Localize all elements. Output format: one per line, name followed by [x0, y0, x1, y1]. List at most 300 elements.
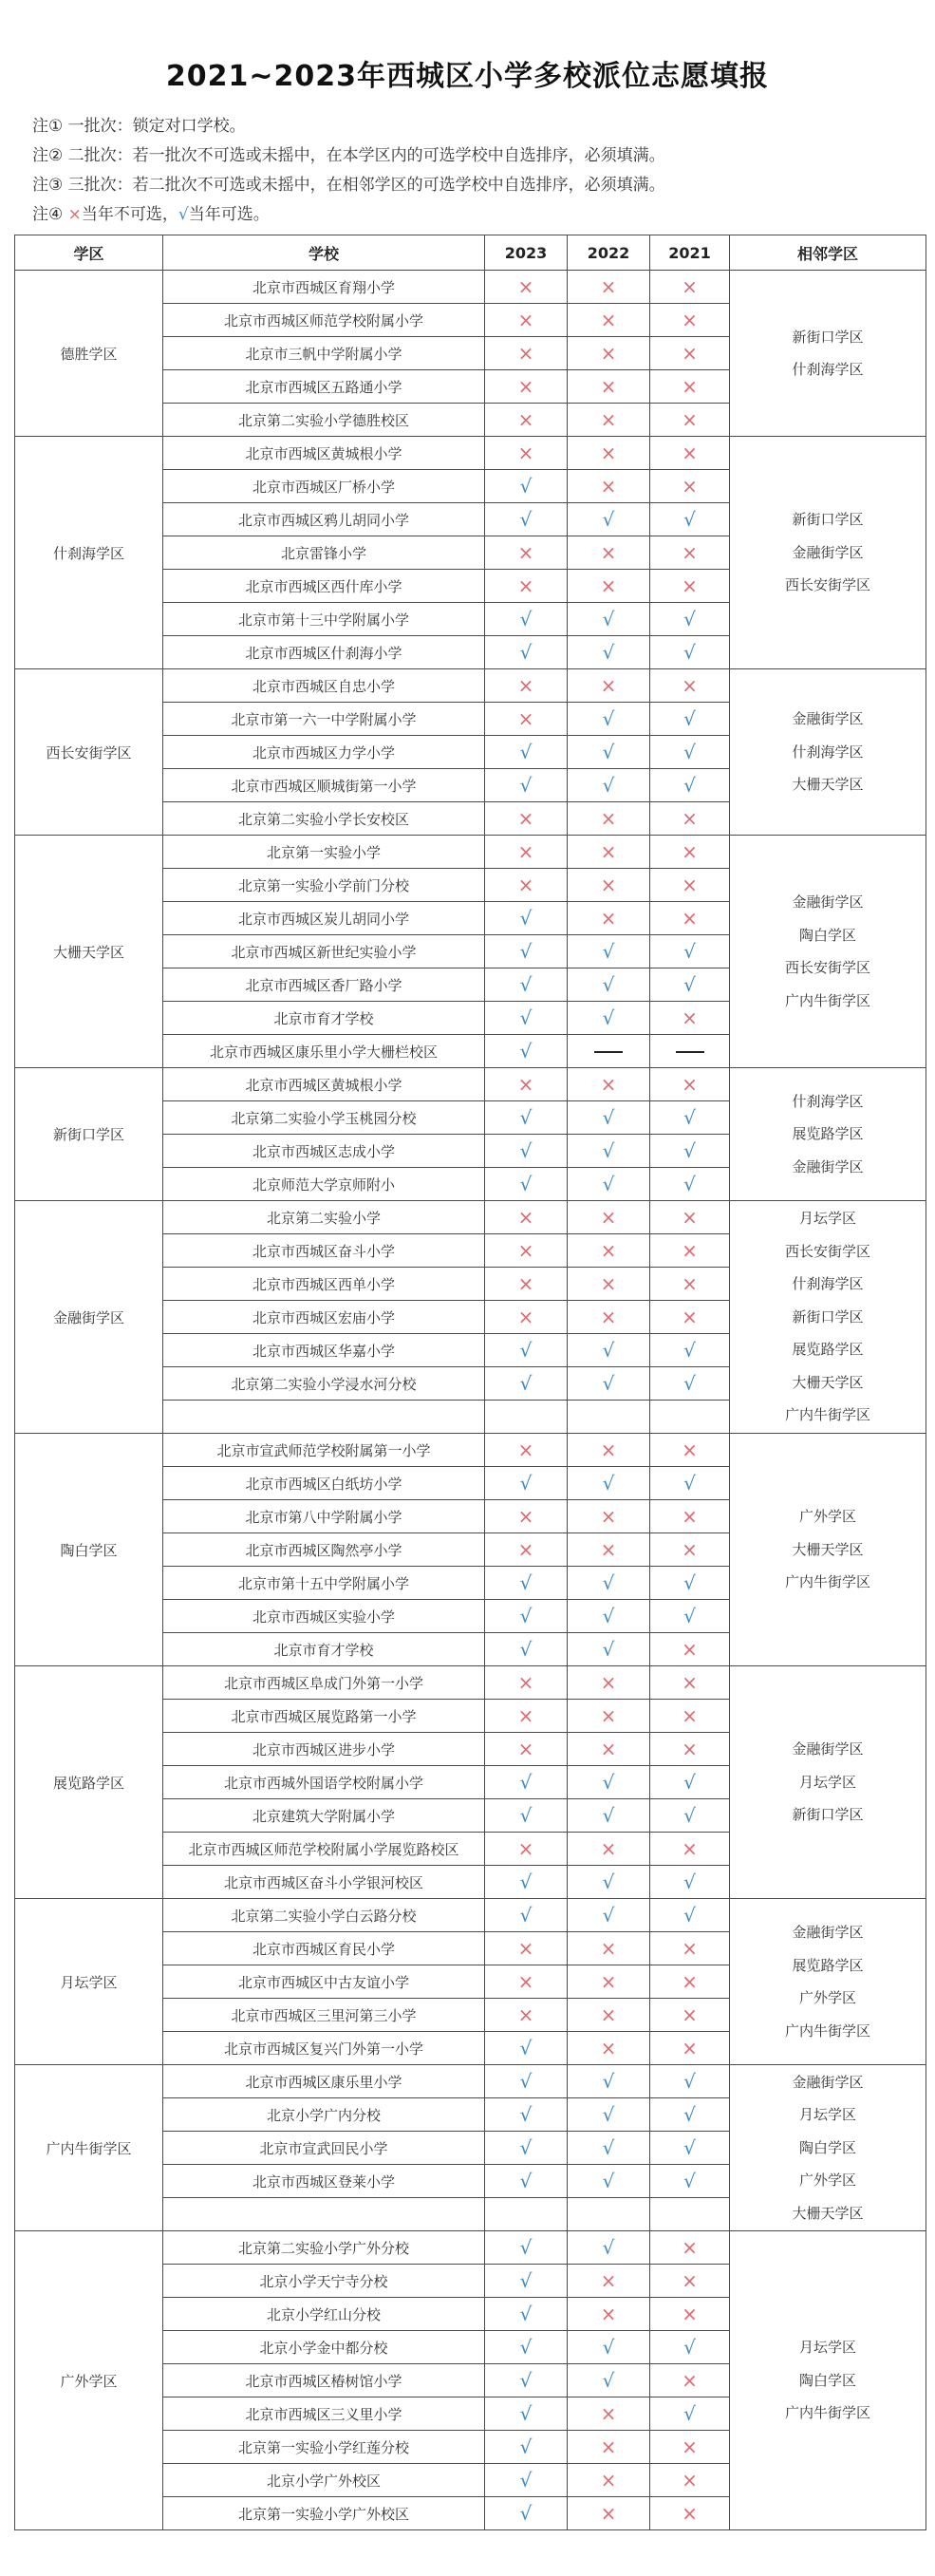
x-mark-icon: × — [682, 839, 698, 863]
district-name: 广内牛街学区 — [15, 2065, 163, 2231]
check-mark-icon: √ — [683, 1803, 696, 1827]
x-mark-icon: × — [517, 1205, 534, 1229]
school-name: 北京市西城区三义里小学 — [163, 2397, 485, 2431]
availability-cell — [650, 1965, 730, 1999]
availability-cell — [568, 1101, 650, 1135]
check-mark-icon: √ — [602, 1006, 615, 1029]
school-name: 北京市西城区阜成门外第一小学 — [163, 1666, 485, 1700]
availability-cell — [485, 1135, 568, 1168]
table-row — [15, 1666, 926, 1700]
school-name: 北京市西城区五路通小学 — [163, 370, 485, 404]
availability-cell — [485, 902, 568, 935]
availability-cell — [568, 1999, 650, 2032]
school-name: 北京市西城区师范学校附属小学 — [163, 304, 485, 337]
availability-cell — [485, 1733, 568, 1766]
check-mark-icon: √ — [519, 2069, 533, 2093]
availability-cell — [485, 1866, 568, 1899]
district-name: 金融街学区 — [15, 1201, 163, 1434]
availability-cell — [485, 437, 568, 470]
availability-cell — [650, 2065, 730, 2098]
availability-cell — [485, 869, 568, 902]
availability-cell — [568, 437, 650, 470]
check-mark-icon: √ — [519, 1039, 533, 1062]
availability-cell — [650, 2331, 730, 2364]
school-name: 北京第二实验小学长安校区 — [163, 802, 485, 836]
x-mark-icon: × — [682, 2235, 698, 2259]
check-mark-icon: √ — [683, 1371, 696, 1395]
x-mark-icon: × — [682, 474, 698, 498]
availability-cell — [485, 1965, 568, 1999]
school-name: 北京第二实验小学广外分校 — [163, 2231, 485, 2265]
availability-cell — [485, 2132, 568, 2165]
availability-cell — [485, 2032, 568, 2065]
check-mark-icon: √ — [519, 773, 533, 797]
availability-cell — [568, 1434, 650, 1467]
school-name: 北京市育才学校 — [163, 1002, 485, 1035]
x-mark-icon: × — [682, 873, 698, 896]
x-mark-icon: × — [600, 2435, 617, 2458]
availability-cell — [650, 1700, 730, 1733]
x-mark-icon: × — [682, 2003, 698, 2026]
availability-cell — [568, 2065, 650, 2098]
availability-cell — [485, 769, 568, 802]
school-name: 北京第二实验小学玉桃园分校 — [163, 1101, 485, 1135]
availability-cell — [650, 1633, 730, 1666]
neighbor-district-item: 金融街学区 — [792, 2073, 864, 2091]
check-mark-icon: √ — [519, 2169, 533, 2192]
check-mark-icon: √ — [683, 1105, 696, 1129]
neighbor-district-item: 展览路学区 — [792, 1956, 864, 1974]
school-name: 北京第一实验小学前门分校 — [163, 869, 485, 902]
availability-cell — [485, 2464, 568, 2497]
school-name: 北京市西城区宏庙小学 — [163, 1301, 485, 1334]
school-name: 北京市西城区黄城根小学 — [163, 1068, 485, 1101]
availability-cell — [568, 669, 650, 703]
x-mark-icon: × — [517, 1072, 534, 1096]
school-name: 北京市西城区育民小学 — [163, 1932, 485, 1965]
check-mark-icon: √ — [602, 1903, 615, 1927]
check-mark-icon: √ — [519, 640, 533, 664]
check-mark-icon: √ — [519, 474, 533, 498]
check-mark-icon: √ — [683, 1138, 696, 1162]
school-name: 北京市第八中学附属小学 — [163, 1500, 485, 1533]
neighbor-districts — [730, 437, 926, 669]
table-row — [15, 1434, 926, 1467]
availability-cell — [568, 1633, 650, 1666]
neighbor-district-item: 展览路学区 — [792, 1341, 864, 1359]
neighbor-district-item: 金融街学区 — [792, 1924, 864, 1941]
neighbor-district-item: 月坛学区 — [798, 2106, 856, 2124]
check-mark-icon: √ — [602, 1338, 615, 1362]
school-name: 北京市西城区西什库小学 — [163, 570, 485, 603]
availability-cell — [485, 1035, 568, 1068]
check-mark-icon: √ — [602, 939, 615, 963]
neighbor-district-item: 什刹海学区 — [792, 743, 864, 761]
x-mark-icon: × — [517, 1438, 534, 1461]
school-name: 北京市西城区中古友谊小学 — [163, 1965, 485, 1999]
x-mark-icon: × — [682, 2268, 698, 2292]
neighbor-district-item: 广内牛街学区 — [784, 2021, 870, 2040]
availability-cell — [650, 902, 730, 935]
check-mark-icon: √ — [602, 2368, 615, 2392]
availability-cell — [485, 1301, 568, 1334]
neighbor-district-item: 西长安街学区 — [784, 959, 870, 976]
availability-cell — [650, 736, 730, 769]
neighbor-district-item: 陶白学区 — [798, 926, 856, 944]
check-mark-icon: √ — [602, 972, 615, 996]
availability-cell — [650, 1766, 730, 1799]
availability-cell — [485, 1999, 568, 2032]
check-mark-icon: √ — [519, 1138, 533, 1162]
check-mark-icon: √ — [683, 1338, 696, 1362]
x-mark-icon: × — [600, 341, 617, 365]
availability-cell — [650, 1999, 730, 2032]
x-mark-icon: × — [600, 1969, 617, 1993]
check-mark-icon: √ — [683, 2335, 696, 2359]
neighbor-district-item: 金融街学区 — [792, 893, 864, 911]
availability-cell — [568, 1666, 650, 1700]
school-name: 北京第二实验小学浸水河分校 — [163, 1367, 485, 1401]
note-2: 注② 二批次：若一批次不可选或未摇中，在本学区内的可选学校中自选排序，必须填满。 — [32, 146, 665, 165]
availability-cell — [650, 1401, 730, 1434]
x-mark-icon: × — [682, 341, 698, 365]
check-mark-icon: √ — [683, 2135, 696, 2159]
check-mark-icon: √ — [683, 2169, 696, 2192]
neighbor-district-item: 什刹海学区 — [792, 1092, 864, 1110]
availability-cell — [568, 370, 650, 404]
availability-cell — [485, 404, 568, 437]
x-mark-icon: × — [517, 573, 534, 597]
check-mark-icon: √ — [178, 205, 189, 224]
neighbor-district-item: 金融街学区 — [792, 710, 864, 728]
availability-cell — [650, 2098, 730, 2132]
availability-cell — [485, 2431, 568, 2464]
check-mark-icon: √ — [519, 1770, 533, 1794]
availability-cell — [650, 1068, 730, 1101]
check-mark-icon: √ — [519, 2102, 533, 2126]
availability-cell — [650, 1467, 730, 1500]
x-mark-icon: × — [682, 374, 698, 398]
availability-cell — [568, 1567, 650, 1600]
x-mark-icon: × — [600, 806, 617, 830]
check-mark-icon: √ — [519, 2335, 533, 2359]
check-mark-icon: √ — [683, 1471, 696, 1495]
check-mark-icon: √ — [602, 507, 615, 531]
check-mark-icon: √ — [602, 2169, 615, 2192]
availability-cell — [650, 703, 730, 736]
page-title: 2021~2023年西城区小学多校派位志愿填报 — [165, 60, 770, 93]
availability-cell — [568, 1234, 650, 1268]
x-mark-icon: × — [682, 2368, 698, 2392]
check-mark-icon: √ — [683, 2401, 696, 2425]
school-name — [163, 2198, 485, 2231]
school-name: 北京市西城区椿树馆小学 — [163, 2364, 485, 2397]
availability-cell — [650, 271, 730, 304]
x-mark-icon: × — [682, 2435, 698, 2458]
check-mark-icon: √ — [519, 1006, 533, 1029]
table-body — [15, 271, 926, 2530]
district-name: 月坛学区 — [15, 1899, 163, 2065]
check-mark-icon: √ — [519, 2435, 533, 2458]
check-mark-icon: √ — [519, 607, 533, 630]
x-mark-icon: × — [517, 2003, 534, 2026]
availability-cell — [568, 337, 650, 370]
x-mark-icon: × — [600, 2003, 617, 2026]
school-name: 北京市西城区力学小学 — [163, 736, 485, 769]
availability-cell — [650, 603, 730, 636]
school-name: 北京小学红山分校 — [163, 2298, 485, 2331]
check-mark-icon: √ — [683, 939, 696, 963]
neighbor-district-item: 新街口学区 — [792, 511, 864, 529]
x-mark-icon: × — [682, 274, 698, 298]
x-mark-icon: × — [682, 308, 698, 331]
x-mark-icon: × — [682, 1205, 698, 1229]
table-row — [15, 271, 926, 304]
x-mark-icon: × — [600, 2036, 617, 2059]
availability-cell — [568, 2198, 650, 2231]
x-mark-icon: × — [517, 1936, 534, 1960]
availability-cell — [568, 304, 650, 337]
availability-cell — [485, 1833, 568, 1866]
neighbor-districts — [730, 836, 926, 1068]
check-mark-icon: √ — [602, 1770, 615, 1794]
neighbor-district-item: 广内牛街学区 — [784, 1406, 870, 1424]
district-name: 展览路学区 — [15, 1666, 163, 1899]
x-mark-icon: × — [682, 2501, 698, 2525]
availability-cell — [485, 1533, 568, 1567]
availability-cell — [568, 2497, 650, 2530]
check-mark-icon: √ — [519, 2268, 533, 2292]
district-name: 西长安街学区 — [15, 669, 163, 836]
x-mark-icon: × — [682, 407, 698, 431]
check-mark-icon: √ — [519, 2401, 533, 2425]
neighbor-districts — [730, 2065, 926, 2231]
availability-cell — [650, 636, 730, 669]
x-mark-icon: × — [682, 1305, 698, 1328]
school-name: 北京市西城区鸦儿胡同小学 — [163, 503, 485, 536]
table-row — [15, 1201, 926, 1234]
x-mark-icon: × — [682, 906, 698, 930]
neighbor-district-item: 新街口学区 — [792, 328, 864, 346]
school-name: 北京市西城区白纸坊小学 — [163, 1467, 485, 1500]
school-name: 北京市西城区育翔小学 — [163, 271, 485, 304]
school-name: 北京市西城区康乐里小学 — [163, 2065, 485, 2098]
school-name: 北京市宣武师范学校附属第一小学 — [163, 1434, 485, 1467]
neighbor-district-item: 什刹海学区 — [792, 1275, 864, 1293]
availability-cell — [568, 2265, 650, 2298]
availability-cell — [485, 1201, 568, 1234]
x-mark-icon: × — [517, 806, 534, 830]
note-4 — [32, 200, 665, 230]
check-mark-icon: √ — [519, 1903, 533, 1927]
availability-cell — [650, 1234, 730, 1268]
x-mark-icon: × — [517, 1836, 534, 1860]
check-mark-icon: √ — [683, 1604, 696, 1627]
x-mark-icon: × — [682, 2468, 698, 2491]
availability-cell — [650, 1201, 730, 1234]
x-mark-icon: × — [517, 673, 534, 697]
availability-cell — [485, 1434, 568, 1467]
check-mark-icon: √ — [519, 1637, 533, 1661]
availability-cell — [650, 437, 730, 470]
availability-cell — [485, 636, 568, 669]
x-mark-icon: × — [600, 1072, 617, 1096]
x-mark-icon: × — [517, 374, 534, 398]
table-row — [15, 2065, 926, 2098]
availability-cell — [485, 370, 568, 404]
x-mark-icon: × — [600, 1537, 617, 1561]
neighbor-district-item: 西长安街学区 — [784, 576, 870, 594]
table-row — [15, 669, 926, 703]
check-mark-icon: √ — [519, 2302, 533, 2325]
availability-cell — [650, 935, 730, 968]
check-mark-icon: √ — [519, 2235, 533, 2259]
school-name: 北京市西城区三里河第三小学 — [163, 1999, 485, 2032]
table-header-row — [15, 235, 926, 271]
availability-cell — [485, 1567, 568, 1600]
school-name: 北京市西城区复兴门外第一小学 — [163, 2032, 485, 2065]
availability-cell — [568, 536, 650, 570]
availability-cell — [650, 570, 730, 603]
school-name: 北京市第一六一中学附属小学 — [163, 703, 485, 736]
availability-cell — [485, 2497, 568, 2530]
table-row — [15, 2231, 926, 2265]
availability-cell — [568, 1467, 650, 1500]
x-mark-icon: × — [600, 374, 617, 398]
x-mark-icon: × — [517, 1969, 534, 1993]
check-mark-icon: √ — [519, 1570, 533, 1594]
note-3: 注③ 三批次：若二批次不可选或未摇中，在相邻学区的可选学校中自选排序，必须填满。 — [32, 176, 665, 195]
availability-cell — [650, 337, 730, 370]
x-mark-icon: × — [682, 1936, 698, 1960]
check-mark-icon: √ — [683, 2102, 696, 2126]
availability-cell — [568, 470, 650, 503]
availability-cell — [650, 1899, 730, 1932]
availability-cell — [650, 304, 730, 337]
check-mark-icon: √ — [602, 706, 615, 730]
availability-cell — [568, 1833, 650, 1866]
availability-cell — [485, 304, 568, 337]
neighbor-district-item: 金融街学区 — [792, 1740, 864, 1758]
availability-cell — [485, 337, 568, 370]
check-mark-icon: √ — [519, 1172, 533, 1195]
school-name: 北京市西城区奋斗小学 — [163, 1234, 485, 1268]
neighbor-district-item: 月坛学区 — [798, 1210, 856, 1228]
school-name: 北京建筑大学附属小学 — [163, 1799, 485, 1833]
availability-cell — [650, 769, 730, 802]
neighbor-districts — [730, 1666, 926, 1899]
availability-cell — [568, 1367, 650, 1401]
x-mark-icon: × — [517, 1504, 534, 1528]
availability-cell — [485, 1500, 568, 1533]
neighbor-district-item: 广外学区 — [798, 2172, 856, 2190]
check-mark-icon: √ — [683, 2069, 696, 2093]
availability-cell — [650, 1301, 730, 1334]
check-mark-icon: √ — [602, 1471, 615, 1495]
availability-cell — [485, 503, 568, 536]
availability-cell — [568, 802, 650, 836]
availability-cell — [485, 2231, 568, 2265]
availability-cell — [568, 1899, 650, 1932]
availability-cell — [650, 2464, 730, 2497]
x-mark-icon: × — [600, 2468, 617, 2491]
x-mark-icon: × — [600, 1670, 617, 1694]
check-mark-icon: √ — [602, 1172, 615, 1195]
header-2023: 2023 — [485, 235, 568, 271]
check-mark-icon: √ — [602, 2102, 615, 2126]
neighbor-district-item: 广外学区 — [798, 1508, 856, 1526]
school-name: 北京市西城区自忠小学 — [163, 669, 485, 703]
availability-cell — [485, 968, 568, 1002]
check-mark-icon: √ — [602, 2069, 615, 2093]
header-2021: 2021 — [650, 235, 730, 271]
x-mark-icon: × — [600, 573, 617, 597]
check-mark-icon: √ — [602, 1105, 615, 1129]
x-mark-icon: × — [517, 407, 534, 431]
school-name: 北京第二实验小学 — [163, 1201, 485, 1234]
neighbor-district-item: 陶白学区 — [798, 2138, 856, 2156]
school-name: 北京市育才学校 — [163, 1633, 485, 1666]
note-4-x-text: 当年不可选， — [81, 205, 178, 224]
school-name: 北京市西城区香厂路小学 — [163, 968, 485, 1002]
check-mark-icon: √ — [519, 2468, 533, 2491]
availability-cell — [568, 570, 650, 603]
availability-cell — [568, 1965, 650, 1999]
availability-cell — [650, 503, 730, 536]
check-mark-icon: √ — [602, 1803, 615, 1827]
table-row — [15, 437, 926, 470]
x-mark-icon: × — [517, 1670, 534, 1694]
availability-cell — [568, 1533, 650, 1567]
availability-cell — [485, 271, 568, 304]
neighbor-district-item: 大栅天学区 — [792, 776, 864, 794]
availability-cell — [650, 1334, 730, 1367]
availability-cell — [568, 1932, 650, 1965]
availability-cell — [568, 836, 650, 869]
neighbor-districts — [730, 2231, 926, 2530]
school-name: 北京市西城区新世纪实验小学 — [163, 935, 485, 968]
availability-cell — [650, 370, 730, 404]
check-mark-icon: √ — [519, 2501, 533, 2525]
availability-cell — [650, 1799, 730, 1833]
availability-cell — [650, 2298, 730, 2331]
dash-icon — [676, 1051, 704, 1053]
table-row — [15, 1068, 926, 1101]
neighbor-district-item: 大栅天学区 — [792, 1540, 864, 1558]
x-mark-icon: × — [600, 441, 617, 464]
neighbor-districts — [730, 1899, 926, 2065]
x-mark-icon: × — [682, 1238, 698, 1262]
check-mark-icon: √ — [602, 2235, 615, 2259]
x-mark-icon: × — [600, 1271, 617, 1295]
x-mark-icon: × — [600, 1936, 617, 1960]
neighbor-districts — [730, 1068, 926, 1201]
x-mark-icon: × — [682, 1737, 698, 1760]
availability-cell — [485, 1932, 568, 1965]
availability-cell — [650, 2198, 730, 2231]
check-mark-icon: √ — [602, 607, 615, 630]
availability-cell — [568, 2431, 650, 2464]
availability-cell — [650, 836, 730, 869]
availability-cell — [485, 2165, 568, 2198]
school-name: 北京小学广外校区 — [163, 2464, 485, 2497]
school-name: 北京市宣武回民小学 — [163, 2132, 485, 2165]
availability-cell — [485, 1234, 568, 1268]
school-name: 北京市西城区实验小学 — [163, 1600, 485, 1633]
check-mark-icon: √ — [602, 773, 615, 797]
availability-cell — [650, 1833, 730, 1866]
availability-cell — [568, 2032, 650, 2065]
